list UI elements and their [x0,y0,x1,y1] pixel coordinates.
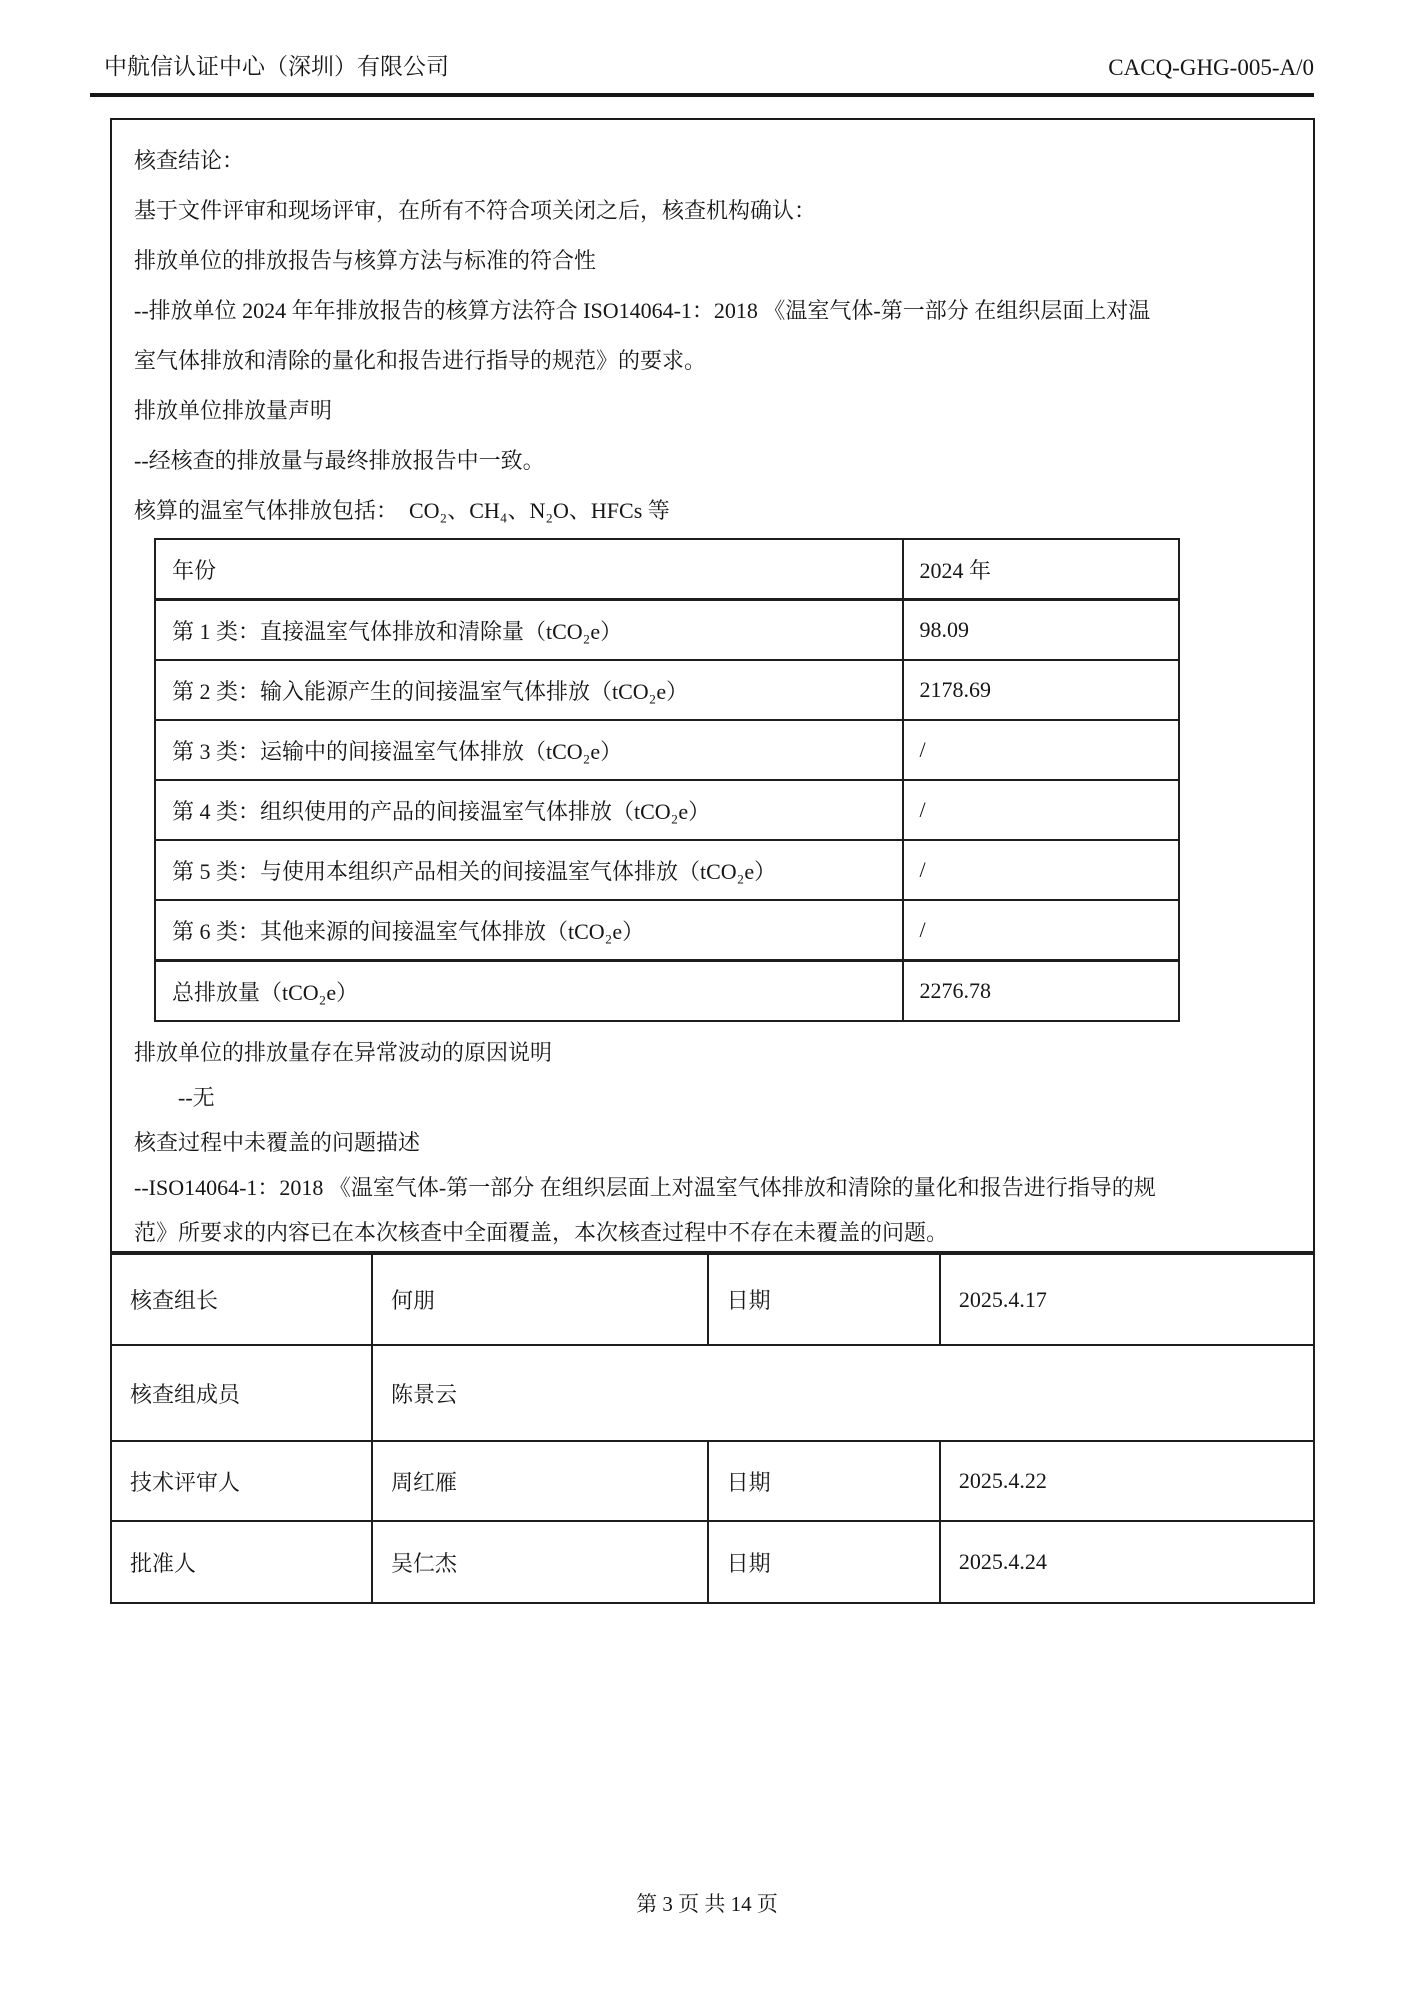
emission-value: 2024 年 [903,539,1179,600]
fluctuation-note-title: 排放单位的排放量存在异常波动的原因说明 [134,1040,553,1065]
signature-date: 2025.4.22 [940,1441,1314,1521]
signature-row-technical-reviewer [111,1441,1314,1521]
emission-row-total [155,961,1179,1022]
emission-row [155,900,1179,961]
signature-role: 核查组成员 [111,1345,372,1441]
conclusion-line: 排放单位排放量声明 [134,398,333,423]
emission-label: 第 2 类：输入能源产生的间接温室气体排放（tCO₂e） [155,660,903,720]
emission-table [154,538,1180,1022]
signature-name: 何朋 [372,1253,708,1345]
emission-value: / [903,780,1179,840]
page-header [104,48,1314,81]
signature-date: 2025.4.17 [940,1253,1314,1345]
doc-code: CACQ-GHG-005-A/0 [1108,55,1314,80]
signature-role: 批准人 [111,1521,372,1603]
signature-date-label: 日期 [708,1253,940,1345]
signature-row-team-leader [111,1253,1314,1345]
conclusion-title: 核查结论： [134,148,245,173]
emission-label: 第 6 类：其他来源的间接温室气体排放（tCO₂e） [155,900,903,961]
emission-value: 2178.69 [903,660,1179,720]
emission-row [155,720,1179,780]
conclusion-line: --排放单位 2024 年年排放报告的核算方法符合 ISO14064-1：2018 《温室气体-第一部分 在组织层面上对温 [134,298,1151,323]
signature-date: 2025.4.24 [940,1521,1314,1603]
emission-row [155,539,1179,600]
emission-total-label: 总排放量（tCO₂e） [155,961,903,1022]
header-divider [90,93,1314,97]
emission-value: / [903,900,1179,961]
emission-label: 第 4 类：组织使用的产品的间接温室气体排放（tCO₂e） [155,780,903,840]
coverage-note-line: --ISO14064-1：2018 《温室气体-第一部分 在组织层面上对温室气体排放和清除的量化和报告进行指导的规 [134,1175,1156,1200]
signature-table [110,1251,1315,1604]
page-footer [0,1888,1414,1918]
verification-conclusion-box [110,118,1315,1253]
emission-label: 年份 [155,539,903,600]
conclusion-line: 室气体排放和清除的量化和报告进行指导的规范》的要求。 [134,348,707,373]
emission-label: 第 5 类：与使用本组织产品相关的间接温室气体排放（tCO₂e） [155,840,903,900]
conclusion-line: 核算的温室气体排放包括： CO₂、CH₄、N₂O、HFCs 等 [134,498,670,523]
emission-row [155,600,1179,661]
coverage-note-title: 核查过程中未覆盖的问题描述 [134,1130,421,1155]
emission-value: / [903,720,1179,780]
signature-role: 核查组长 [111,1253,372,1345]
signature-role: 技术评审人 [111,1441,372,1521]
signature-row-team-member [111,1345,1314,1441]
signature-date-label: 日期 [708,1521,940,1603]
signature-row-approver [111,1521,1314,1603]
emission-total-value: 2276.78 [903,961,1179,1022]
emission-row [155,780,1179,840]
fluctuation-note-answer: --无 [178,1085,215,1110]
emission-row [155,660,1179,720]
signature-date-label: 日期 [708,1441,940,1521]
emission-label: 第 3 类：运输中的间接温室气体排放（tCO₂e） [155,720,903,780]
emission-row [155,840,1179,900]
conclusion-line: --经核查的排放量与最终排放报告中一致。 [134,448,545,473]
signature-name: 陈景云 [372,1345,1314,1441]
emission-value: / [903,840,1179,900]
conclusion-line: 基于文件评审和现场评审，在所有不符合项关闭之后，核查机构确认： [134,198,817,223]
emission-label: 第 1 类：直接温室气体排放和清除量（tCO₂e） [155,600,903,661]
emission-value: 98.09 [903,600,1179,661]
company-name: 中航信认证中心（深圳）有限公司 [104,54,449,79]
coverage-note-line: 范》所要求的内容已在本次核查中全面覆盖，本次核查过程中不存在未覆盖的问题。 [134,1220,949,1245]
signature-name: 周红雁 [372,1441,708,1521]
conclusion-line: 排放单位的排放报告与核算方法与标准的符合性 [134,248,597,273]
page-number: 第 3 页 共 14 页 [636,1892,778,1916]
signature-name: 吴仁杰 [372,1521,708,1603]
